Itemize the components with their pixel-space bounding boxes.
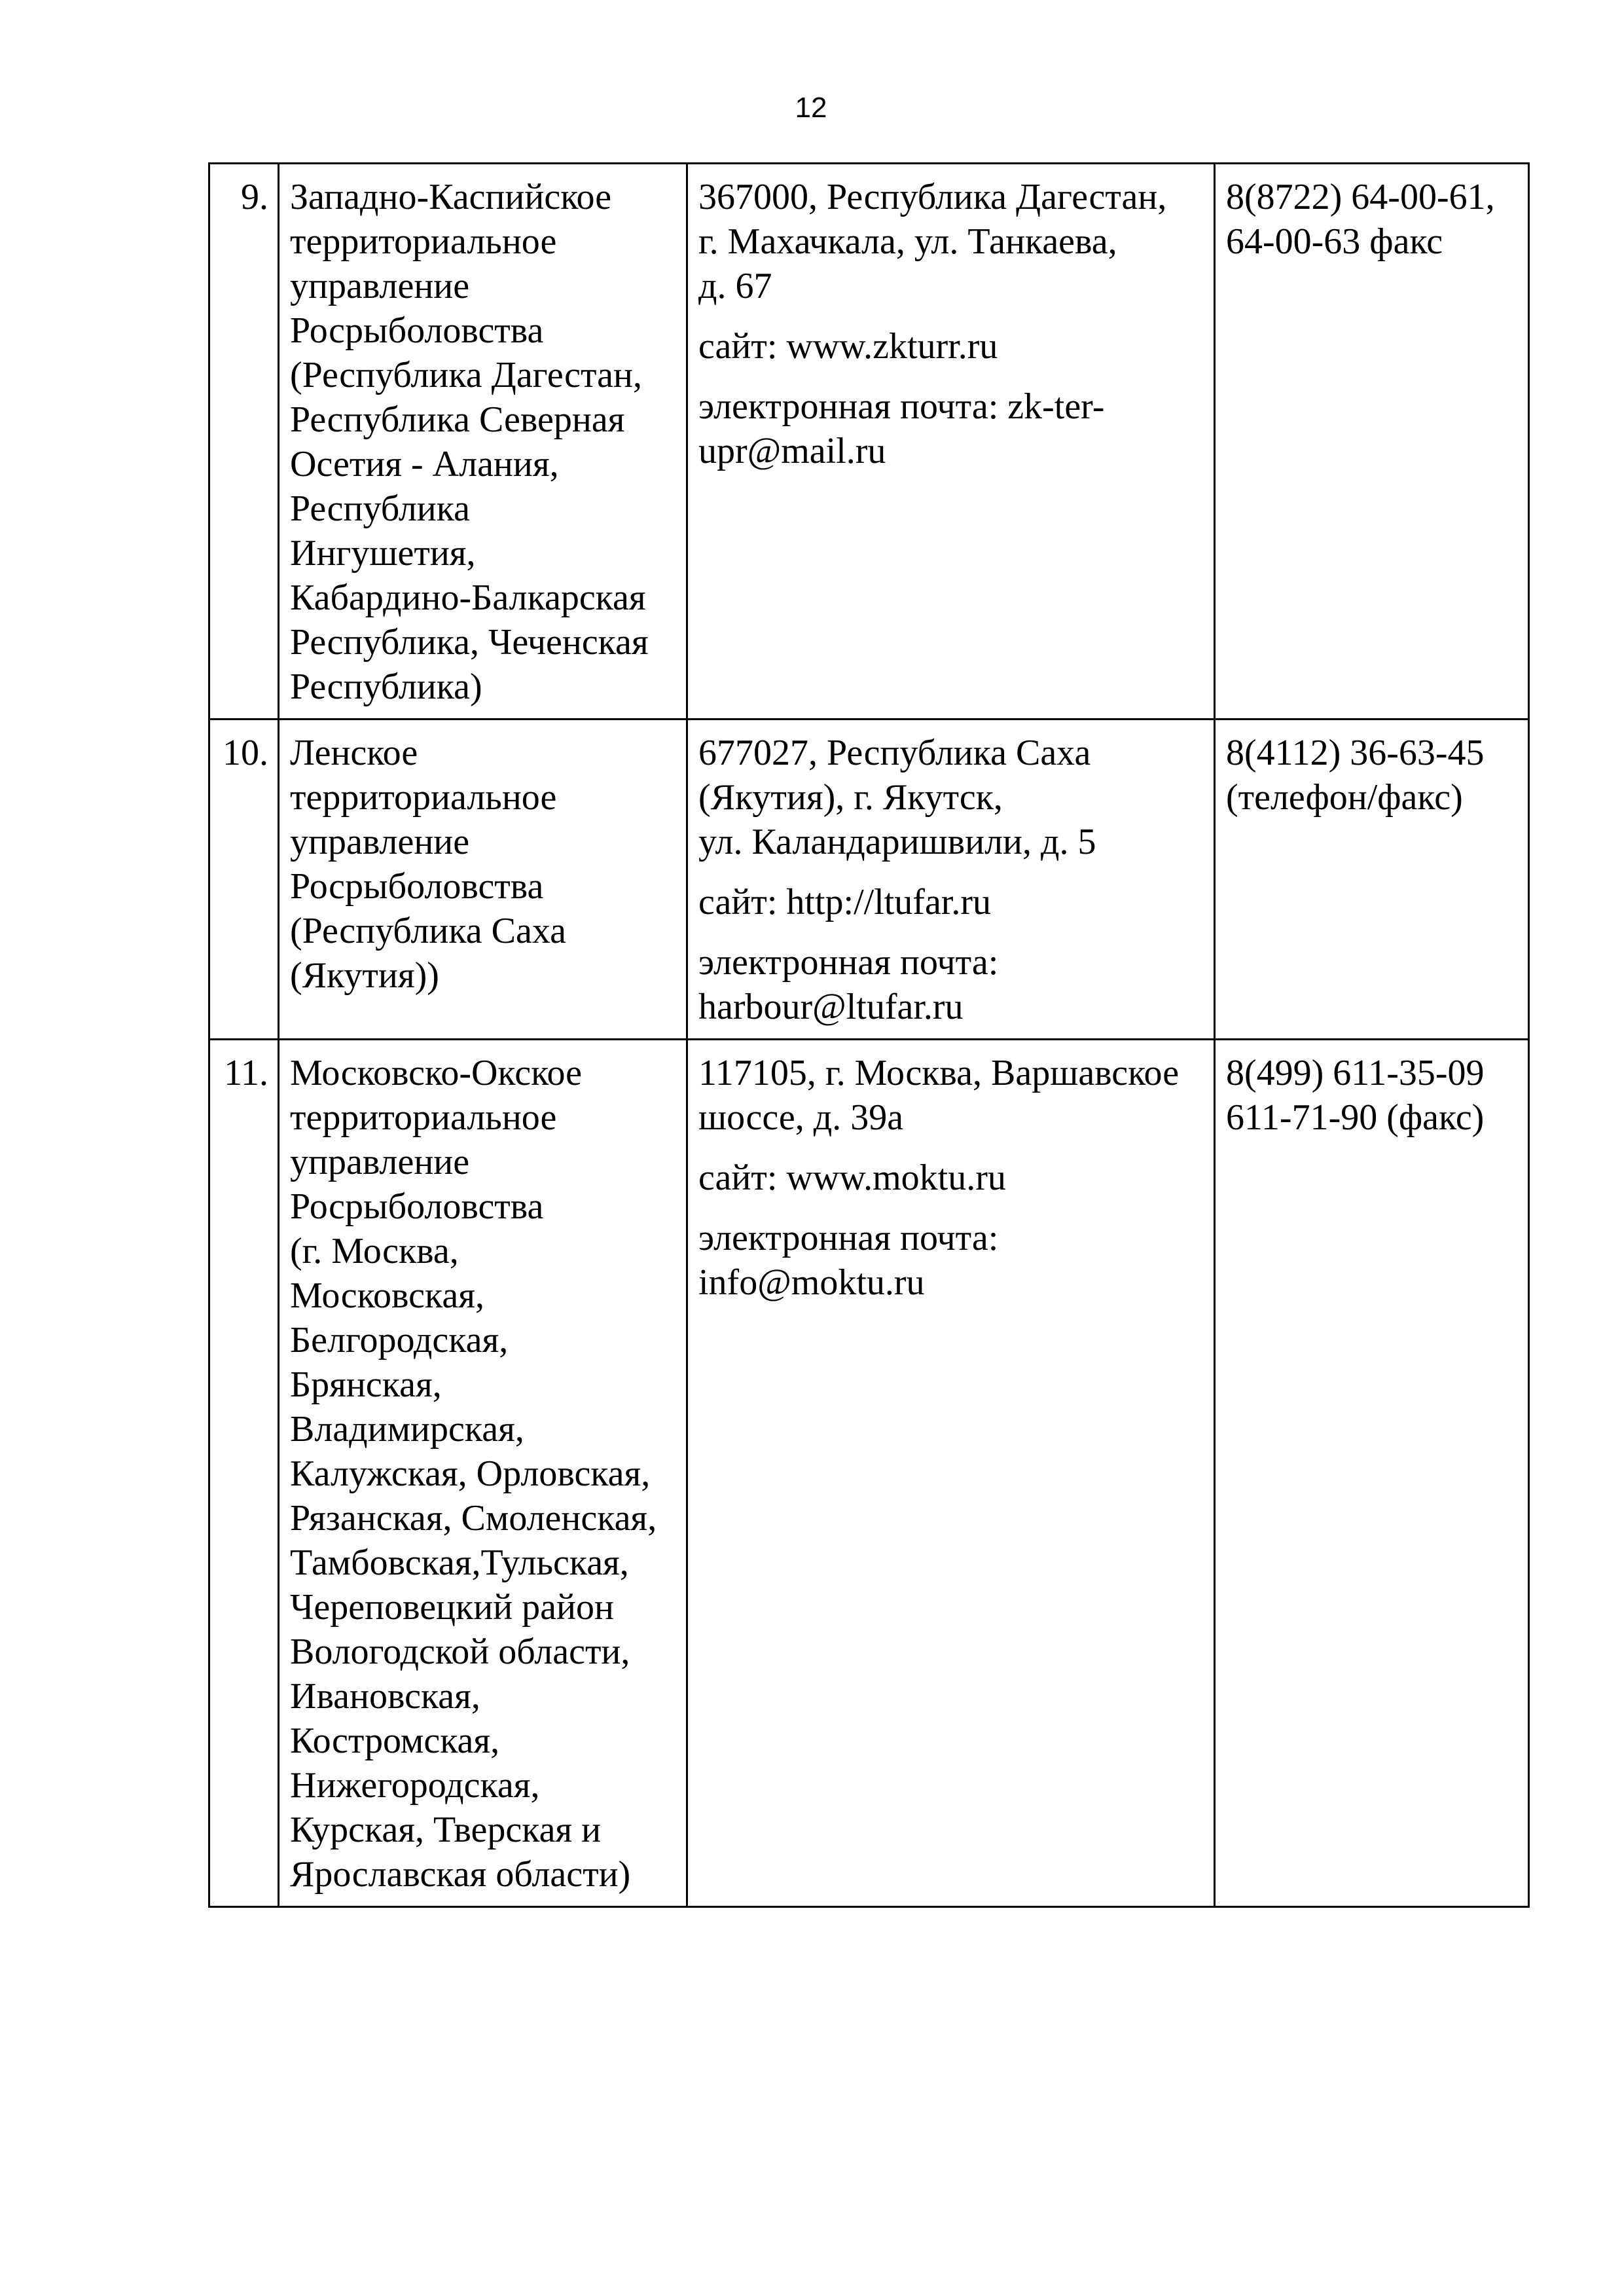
contacts-table bbox=[208, 162, 1530, 1908]
address-line: д. 67 bbox=[698, 266, 772, 306]
address-line: 117105, г. Москва, Варшавское bbox=[698, 1053, 1180, 1093]
name-line: территориальное bbox=[290, 221, 557, 262]
name-line: управление bbox=[290, 266, 470, 306]
name-line: Ивановская, bbox=[290, 1676, 480, 1717]
address-cell bbox=[687, 164, 1215, 720]
name-line: (Республика Саха bbox=[290, 911, 566, 951]
name-line: Республика, Чеченская bbox=[290, 622, 649, 663]
name-line: Республика Северная bbox=[290, 399, 625, 440]
name-line: Московско-Окское bbox=[290, 1053, 583, 1093]
row-number: 11. bbox=[209, 1040, 279, 1907]
name-line: Кабардино-Балкарская bbox=[290, 577, 646, 618]
name-line: Ленское bbox=[290, 733, 418, 773]
address-line: 677027, Республика Саха bbox=[698, 733, 1091, 773]
website-link[interactable]: сайт: www.moktu.ru bbox=[698, 1157, 1006, 1198]
name-line: Курская, Тверская и bbox=[290, 1810, 602, 1850]
name-line: Вологодской области, bbox=[290, 1631, 630, 1672]
organization-name-cell bbox=[279, 1040, 687, 1907]
name-line: Росрыболовства bbox=[290, 310, 544, 351]
name-line: Московская, bbox=[290, 1275, 484, 1316]
name-line: Владимирская, bbox=[290, 1409, 524, 1449]
phone-cell bbox=[1215, 1040, 1529, 1907]
email-line[interactable]: upr@mail.ru bbox=[698, 431, 886, 471]
table-row bbox=[209, 720, 1529, 1040]
name-line: территориальное bbox=[290, 1097, 557, 1138]
name-line: (Якутия)) bbox=[290, 955, 439, 996]
name-line: Западно-Каспийское bbox=[290, 177, 612, 217]
address-line: г. Махачкала, ул. Танкаева, bbox=[698, 221, 1117, 262]
address-line: шоссе, д. 39а bbox=[698, 1097, 904, 1138]
phone-line: 611-71-90 (факс) bbox=[1226, 1097, 1485, 1138]
organization-name-cell bbox=[279, 164, 687, 720]
name-line: управление bbox=[290, 822, 470, 862]
name-line: управление bbox=[290, 1142, 470, 1182]
name-line: Ингушетия, bbox=[290, 533, 476, 574]
address-cell bbox=[687, 720, 1215, 1040]
name-line: Росрыболовства bbox=[290, 1186, 544, 1227]
name-line: Тамбовская,Тульская, bbox=[290, 1542, 629, 1583]
phone-line: (телефон/факс) bbox=[1226, 777, 1463, 818]
name-line: территориальное bbox=[290, 777, 557, 818]
name-line: (Республика Дагестан, bbox=[290, 355, 642, 395]
phone-line: 64-00-63 факс bbox=[1226, 221, 1443, 262]
address-cell bbox=[687, 1040, 1215, 1907]
name-line: Республика bbox=[290, 488, 470, 529]
phone-line: 8(4112) 36-63-45 bbox=[1226, 733, 1485, 773]
address-line: ул. Каландаришвили, д. 5 bbox=[698, 822, 1096, 862]
name-line: Нижегородская, bbox=[290, 1765, 540, 1806]
row-number: 10. bbox=[209, 720, 279, 1040]
name-line: Костромская, bbox=[290, 1721, 500, 1761]
website-link[interactable]: сайт: www.zkturr.ru bbox=[698, 326, 998, 367]
name-line: Республика) bbox=[290, 666, 482, 707]
organization-name-cell bbox=[279, 720, 687, 1040]
website-link[interactable]: сайт: http://ltufar.ru bbox=[698, 882, 992, 922]
name-line: Калужская, Орловская, bbox=[290, 1453, 651, 1494]
email-line[interactable]: harbour@ltufar.ru bbox=[698, 987, 964, 1027]
table-row bbox=[209, 164, 1529, 720]
phone-cell bbox=[1215, 164, 1529, 720]
name-line: (г. Москва, bbox=[290, 1231, 459, 1271]
name-line: Брянская, bbox=[290, 1364, 442, 1405]
name-line: Белгородская, bbox=[290, 1320, 509, 1360]
address-line: 367000, Республика Дагестан, bbox=[698, 177, 1167, 217]
phone-line: 8(8722) 64-00-61, bbox=[1226, 177, 1495, 217]
email-line[interactable]: info@moktu.ru bbox=[698, 1262, 925, 1303]
phone-cell bbox=[1215, 720, 1529, 1040]
address-line: (Якутия), г. Якутск, bbox=[698, 777, 1003, 818]
name-line: Росрыболовства bbox=[290, 866, 544, 907]
name-line: Ярославская области) bbox=[290, 1854, 631, 1895]
email-line[interactable]: электронная почта: bbox=[698, 1218, 999, 1258]
email-line[interactable]: электронная почта: bbox=[698, 942, 999, 983]
name-line: Череповецкий район bbox=[290, 1587, 614, 1628]
table-row bbox=[209, 1040, 1529, 1907]
name-line: Рязанская, Смоленская, bbox=[290, 1498, 657, 1539]
email-line[interactable]: электронная почта: zk-ter- bbox=[698, 386, 1105, 427]
name-line: Осетия - Алания, bbox=[290, 444, 559, 484]
phone-line: 8(499) 611-35-09 bbox=[1226, 1053, 1485, 1093]
page-number: 12 bbox=[795, 92, 827, 124]
row-number: 9. bbox=[209, 164, 279, 720]
